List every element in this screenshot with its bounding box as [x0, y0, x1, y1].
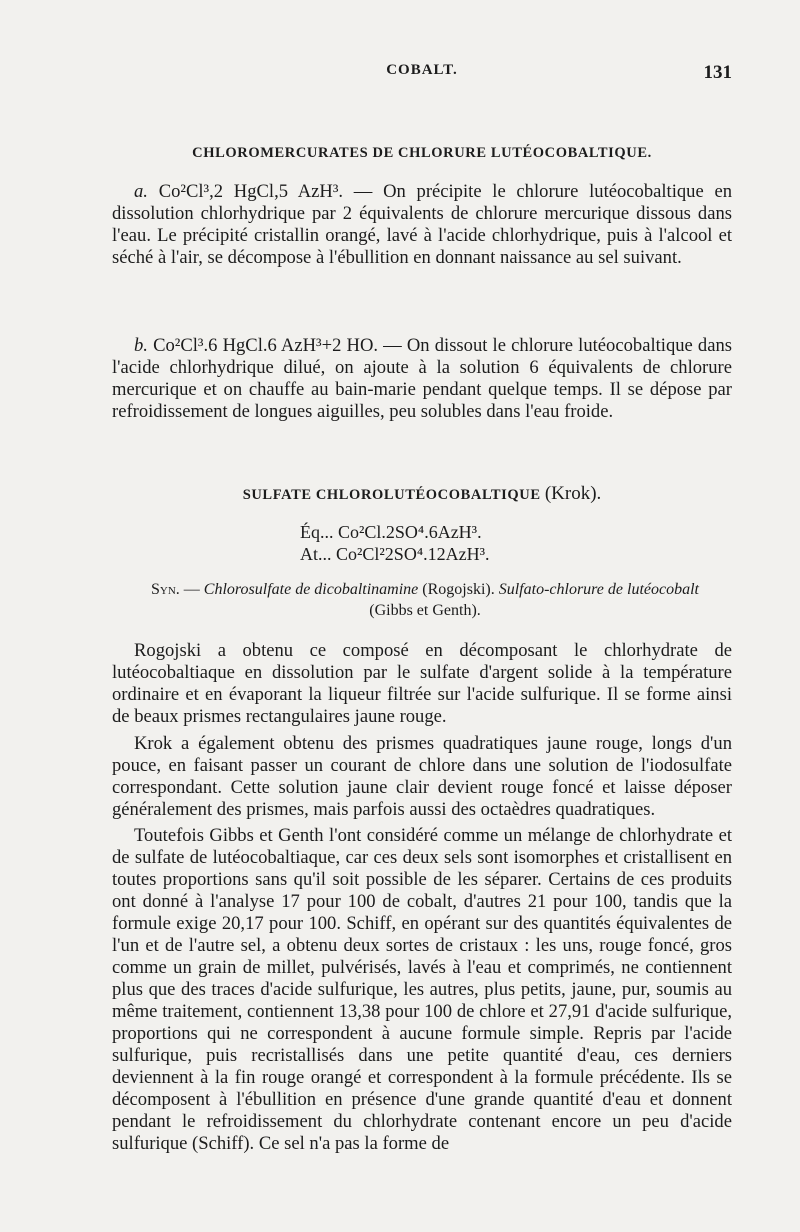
section-title-chloromercurates: CHLOROMERCURATES DE CHLORURE LUTÉOCOBALTIQUE. — [192, 145, 652, 161]
formula-eq-label: Éq... — [300, 522, 334, 542]
running-title: COBALT. — [386, 62, 458, 78]
paragraph-a-text: Co²Cl³,2 HgCl,5 AzH³. — On précipite le chlorure lutéocobaltique en dissolution chlorhydrique par 2 équivalents de chlorure mercurique dissous dans l'eau. Le précipité cristallin orangé, lavé à l'acide chlorhydrique, puis à l'alcool et séché à l'air, se décompose à l'ébullition en donnant naissance au sel suivant. — [112, 181, 732, 268]
synonyms-dash: — — [183, 581, 200, 598]
body-paragraph-3: Toutefois Gibbs et Genth l'ont considéré comme un mélange de chlorhydrate et de sulfate de lutéocobaltiaque, car ces deux sels sont isomorphes et cristallisent en toutes proportions sans qu'il soit possible de les séparer. Certains de ces produits ont donné à l'analyse 17 pour 100 de cobalt, d'autres 21 pour 100, tandis que la formule exige 20,17 pour 100. Schiff, en opérant sur des quantités équivalentes de l'un et de l'autre sel, a obtenu deux sortes de cristaux : les uns, rouge foncé, gros comme un grain de millet, pulvérisés, lavés à l'eau et comprimés, ne contiennent plus que des traces d'acide sulfurique, les autres, plus petits, jaune, pur, soumis au même traitement, contiennent 13,38 pour 100 de chlore et 27,91 d'acide sulfurique, proportions qui ne correspondent à aucune formule simple. Repris par l'acide sulfurique, puis recristallisés dans une petite quantité d'eau, ces derniers deviennent à la fin rouge orangé et correspondent à la formule précédente. Ils se décomposent à l'ébullition en présence d'une grande quantité d'eau et donnent pendant le refroidissement du chlorhydrate contenant encore un peu d'acide sulfurique (Schiff). Ce sel n'a pas la forme de — [112, 825, 732, 1154]
synonym-name-1: Chlorosulfate de dicobaltinamine — [203, 581, 419, 598]
synonym-name-2: Sulfato-chlorure de lutéocobalt — [498, 581, 699, 598]
synonyms-label: Syn. — [150, 581, 180, 598]
formula-atomic — [300, 543, 489, 565]
synonym-source-1: (Rogojski). — [422, 581, 495, 598]
paragraph-b — [112, 335, 732, 423]
formula-equivalents — [300, 521, 482, 543]
paragraph-a-label: a. — [134, 181, 148, 202]
body-paragraph-1: Rogojski a obtenu ce composé en décomposant le chlorhydrate de lutéocobaltiaque en dissolution par le sulfate d'argent solide à la température ordinaire et en évaporant la liqueur filtrée sur l'acide sulfurique. Il se forme ainsi de beaux prismes rectangulaires jaune rouge. — [112, 640, 732, 727]
section-title-sulfate — [112, 483, 732, 505]
formula-eq-value: Co²Cl.2SO⁴.6AzH³. — [338, 522, 482, 542]
section-title-sulfate-text: SULFATE CHLOROLUTÉOCOBALTIQUE — [242, 487, 541, 503]
synonyms — [118, 579, 732, 621]
paragraph-b-label: b. — [134, 335, 148, 356]
section-title-sulfate-author: (Krok). — [544, 483, 602, 504]
page-number: 131 — [703, 62, 732, 83]
page-header — [112, 62, 732, 90]
paragraph-a — [112, 181, 732, 269]
body-paragraph-2: Krok a également obtenu des prismes quadratiques jaune rouge, longs d'un pouce, en faisant passer un courant de chlore dans une solution de l'iodosulfate correspondant. Cette solution jaune clair devient rouge foncé et laisse déposer généralement des prismes, mais parfois aussi des octaèdres quadratiques. — [112, 733, 732, 820]
paragraph-b-text: Co²Cl³.6 HgCl.6 AzH³+2 HO. — On dissout le chlorure lutéocobaltique dans l'acide chlorhydrique dilué, on ajoute à la solution 6 équivalents de chlorure mercurique et on chauffe au bain-marie pendant quelque temps. Il se dépose par refroidissement de longues aiguilles, peu solubles dans l'eau froide. — [112, 335, 733, 422]
formula-at-value: Co²Cl²2SO⁴.12AzH³. — [336, 544, 490, 564]
synonym-source-2: (Gibbs et Genth). — [369, 602, 481, 619]
formula-at-label: At... — [300, 544, 332, 564]
